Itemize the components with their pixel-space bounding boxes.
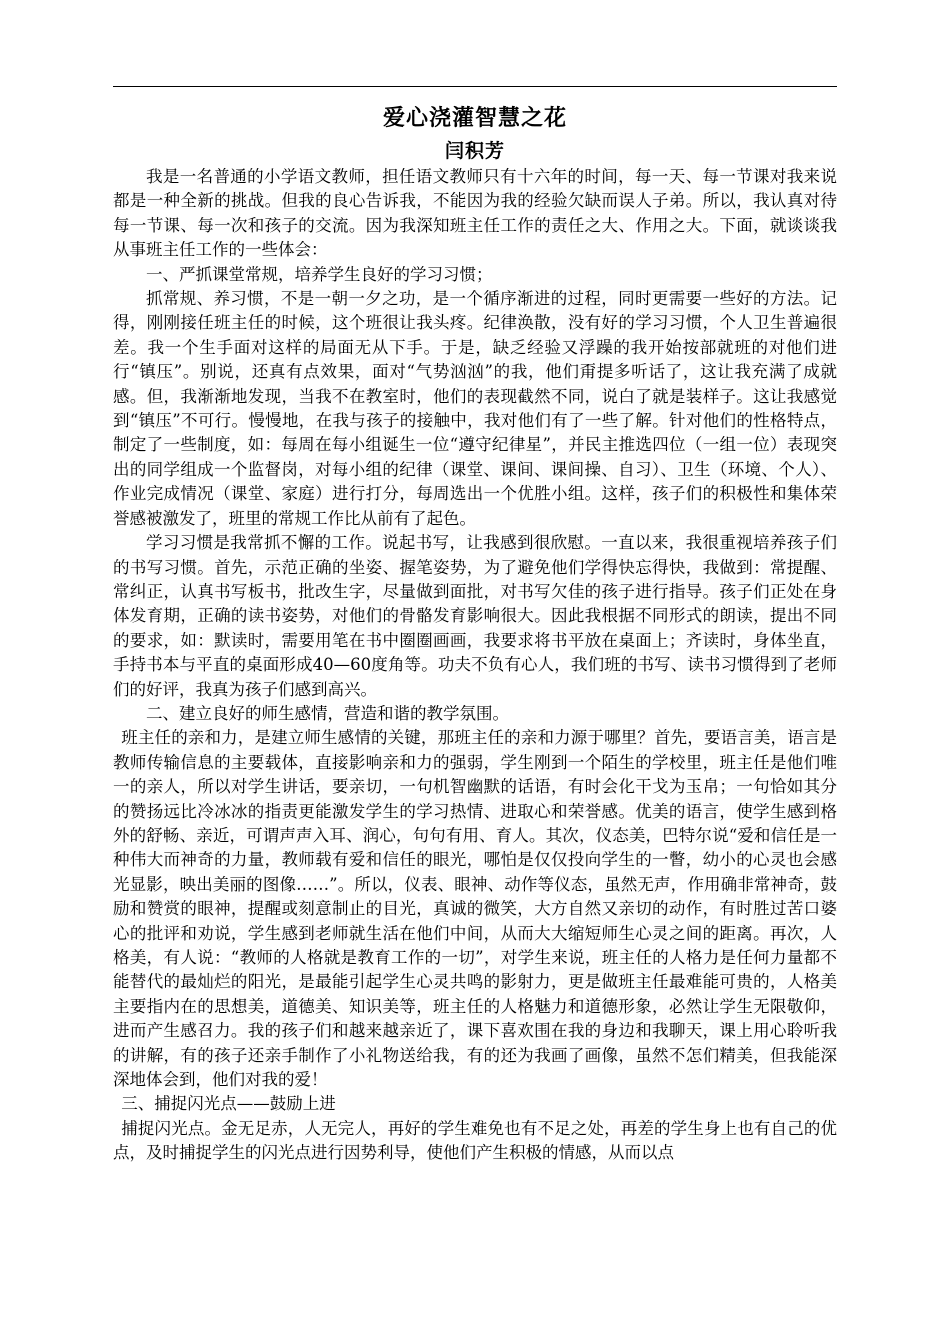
header-rule bbox=[113, 86, 837, 87]
section-heading-3: 三、捕捉闪光点——鼓励上进 bbox=[121, 1094, 336, 1114]
document-body bbox=[113, 102, 837, 1166]
author-name: 闫积芳 bbox=[444, 140, 505, 162]
section-heading-1: 一、严抓课堂常规，培养学生良好的学习习惯； bbox=[146, 264, 493, 284]
paragraph-intro: 我是一名普通的小学语文教师，担任语文教师只有十六年的时间，每一天、每一节课对我来说都是一种全新的挑战。但我的良心告诉我，不能因为我的经验欠缺而误人子弟。所以，我认真对待每一节课、每一次和孩子的交流。因为我深知班主任工作的责任之大、作用之大。下面，就谈谈我从事班主任工作的一些体会： bbox=[113, 167, 837, 260]
paragraph-section3-highlights: 捕捉闪光点。金无足赤，人无完人，再好的学生难免也有不足之处，再差的学生身上也有自己的优点，及时捕捉学生的闪光点进行因势利导，使他们产生积极的情感，从而以点 bbox=[113, 1118, 837, 1163]
paragraph-section1-habits: 抓常规、养习惯，不是一朝一夕之功，是一个循序渐进的过程，同时更需要一些好的方法。记得，刚刚接任班主任的时候，这个班很让我头疼。纪律涣散，没有好的学习习惯，个人卫生普遍很差。我一个生手面对这样的局面无从下手。于是，缺乏经验又浮躁的我开始按部就班的对他们进行“镇压”。别说，还真有点效果，面对“气势汹汹”的我，他们甭提多听话了，这让我充满了成就感。但，我渐渐地发现，当我不在教室时，他们的表现截然不同，说白了就是装样子。这让我感觉到“镇压”不可行。慢慢地，在我与孩子的接触中，我对他们有了一些了解。针对他们的性格特点，制定了一些制度，如：每周在每小组诞生一位“遵守纪律星”，并民主推选四位（一组一位）表现突出的同学组成一个监督岗，对每小组的纪律（课堂、课间、课间操、自习）、卫生（环境、个人）、作业完成情况（课堂、家庭）进行打分，每周选出一个优胜小组。这样，孩子们的积极性和集体荣誉感被激发了，班里的常规工作比从前有了起色。 bbox=[113, 289, 837, 528]
paragraph-section2-affinity: 班主任的亲和力，是建立师生感情的关键，那班主任的亲和力源于哪里？首先，要语言美，语言是教师传输信息的主要载体，直接影响亲和力的强弱，学生刚到一个陌生的学校里，班主任是他们唯一的亲人，所以对学生讲话，要亲切，一句机智幽默的话语，有时会化干戈为玉帛；一句恰如其分的赞扬远比冷冰冰的指责更能激发学生的学习热情、进取心和荣誉感。优美的语言，使学生感到格外的舒畅、亲近，可谓声声入耳、润心，句句有用、育人。其次，仪态美，巴特尔说“爱和信任是一种伟大而神奇的力量，教师载有爱和信任的眼光，哪怕是仅仅投向学生的一瞥，幼小的心灵也会感光显影，映出美丽的图像……”。所以，仪表、眼神、动作等仪态，虽然无声，作用确非常神奇，鼓励和赞赏的眼神，提醒或刻意制止的目光，真诚的微笑，大方自然又亲切的动作，有时胜过苦口婆心的批评和劝说，学生感到老师就生活在他们中间，从而大大缩短师生心灵之间的距离。再次，人格美，有人说：“教师的人格就是教育工作的一切”，对学生来说，班主任的人格力是任何力量都不能替代的最灿烂的阳光，是最能引起学生心灵共鸣的影射力，更是做班主任最难能可贵的，人格美主要指内在的思想美，道德美、知识美等，班主任的人格魅力和道德形象，必然让学生无限敬仰，进而产生感召力。我的孩子们和越来越亲近了，课下喜欢围在我的身边和我聊天，课上用心聆听我的讲解，有的孩子还亲手制作了小礼物送给我，有的还为我画了画像，虽然不怎们精美，但我能深深地体会到，他们对我的爱！ bbox=[113, 728, 837, 1090]
paragraph-section1-writing: 学习习惯是我常抓不懈的工作。说起书写，让我感到很欣慰。一直以来，我很重视培养孩子们的书写习惯。首先，示范正确的坐姿、握笔姿势，为了避免他们学得快忘得快，我做到：常提醒、常纠正，认真书写板书，批改生字，尽量做到面批，对书写欠佳的孩子进行指导。孩子们正处在身体发育期，正确的读书姿势，对他们的骨骼发育影响很大。因此我根据不同形式的朗读，提出不同的要求，如：默读时，需要用笔在书中圈圈画画，我要求将书平放在桌面上；齐读时，身体坐直，手持书本与平直的桌面形成40—60度角等。功夫不负有心人，我们班的书写、读书习惯得到了老师们的好评，我真为孩子们感到高兴。 bbox=[113, 533, 837, 699]
section-heading-2: 二、建立良好的师生感情，营造和谐的教学氛围。 bbox=[146, 703, 509, 723]
document-title: 爱心浇灌智慧之花 bbox=[382, 106, 567, 131]
